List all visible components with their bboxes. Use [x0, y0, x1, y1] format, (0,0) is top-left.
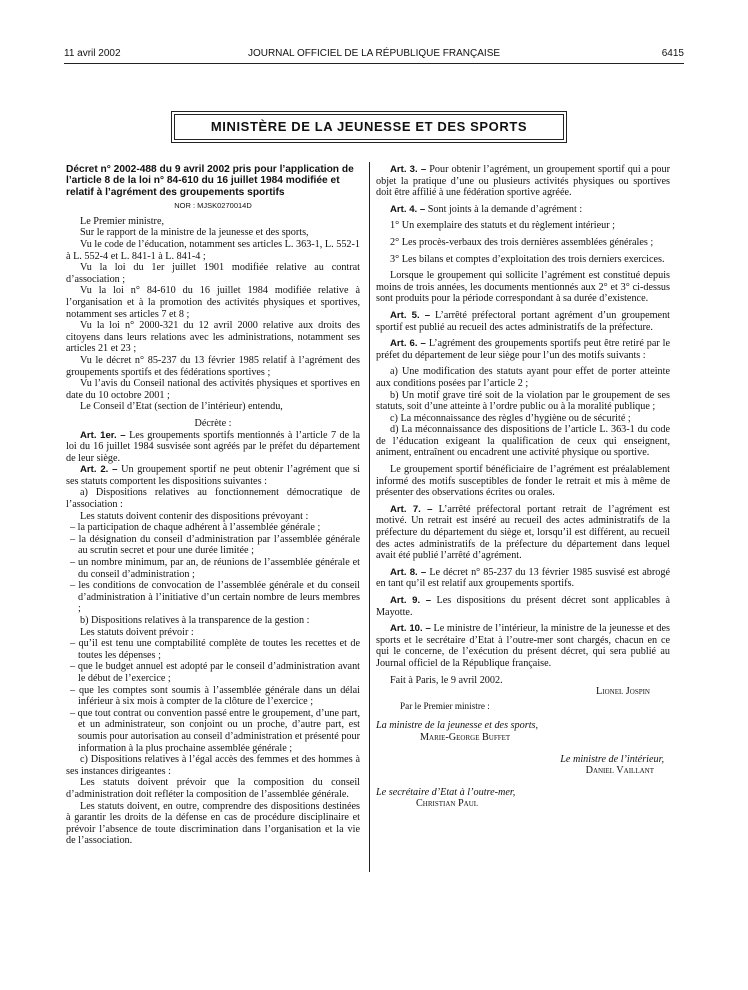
preamble-line: Vu la loi n° 2000-321 du 12 avril 2000 relative aux droits des citoyens dans leurs relations avec les administrations, notamment ses articles 21 et 23 ;: [66, 320, 360, 355]
list-item: – que le budget annuel est adopté par le conseil d’administration avant le début de l’exercice ;: [70, 661, 360, 684]
list-item: – la désignation du conseil d’administration par l’assemblée générale au scrutin secret et pour une durée limitée ;: [70, 533, 360, 557]
signatory-name: Christian Paul: [416, 798, 479, 810]
paragraph: Lorsque le groupement qui sollicite l’agrément est constitué depuis moins de trois années, les documents mentionnés aux 2° et 3° ci-dessus sont produits pour la période correspondant à sa durée d’existence.: [376, 270, 670, 305]
article-text: L’arrêté préfectoral portant retrait de l’agrément est motivé. Un retrait est inséré au recueil des actes administratifs de la préfecture du département du siège et, lorsqu’il est différent, au recueil des actes administratifs de la préfecture du département dans lequel avait été publié l’arrêté d’agrément.: [376, 503, 670, 562]
header-journal-title: JOURNAL OFFICIEL DE LA RÉPUBLIQUE FRANÇAISE: [247, 48, 501, 59]
list-item: 3° Les bilans et comptes d’exploitation des trois derniers exercices.: [390, 253, 665, 265]
preamble-line: Vu le décret n° 85-237 du 13 février 1985 relatif à l’agrément des groupements sportifs et des fédérations sportives ;: [66, 354, 360, 378]
done-at: Fait à Paris, le 9 avril 2002.: [390, 674, 503, 686]
article-text: Pour obtenir l’agrément, un groupement sportif qui a pour objet la pratique d’une ou plusieurs activités physiques ou sportives doit être affilié à une fédération sportive agréée.: [376, 164, 670, 199]
list-item: b) Un motif grave tiré soit de la violation par le groupement de ses statuts, soit d’une atteinte à l’ordre public ou à la moralité publique ;: [376, 389, 670, 413]
article-label: Art. 10. –: [390, 623, 431, 635]
article-text: Un groupement sportif ne peut obtenir l’agrément que si ses statuts comportent les dispositions suivantes :: [66, 464, 360, 487]
nor-reference: NOR : MJSK0270014D: [174, 201, 252, 211]
preamble-line: Le Conseil d’Etat (section de l’intérieur) entendu,: [80, 401, 283, 413]
list-item: – la participation de chaque adhérent à l’assemblée générale ;: [70, 522, 321, 534]
signatory-name: Marie-George Buffet: [420, 731, 511, 743]
article-label: Art. 1er. –: [80, 429, 126, 441]
list-item: – qu’il est tenu une comptabilité complète de toutes les recettes et de toutes les dépenses ;: [70, 638, 360, 661]
article-10: [376, 623, 670, 669]
article-label: Art. 8. –: [390, 566, 427, 578]
article-text: L’arrêté préfectoral portant agrément d’un groupement sportif est publié au recueil des actes administratifs de la préfecture.: [376, 309, 671, 333]
article-text: Le ministre de l’intérieur, la ministre de la jeunesse et des sports et le secrétaire d’Etat à l’outre-mer sont chargés, chacun en ce qui le concerne, de l’exécution du présent décret, qui sera publié au Journal officiel de la République française.: [376, 623, 671, 669]
article-6: [376, 338, 670, 361]
signatory-name: Daniel Vaillant: [585, 765, 654, 777]
article-label: Art. 5. –: [390, 309, 431, 321]
list-item: – que tout contrat ou convention passé entre le groupement, d’une part, et un administrateur, son conjoint ou un proche, d’autre part, est soumis pour autorisation au conseil d’administration et présenté pour information à la plus prochaine assemblée générale ;: [70, 707, 360, 754]
section-c-text: Les statuts doivent prévoir que la composition du conseil d’administration doit refléter la composition de l’assemblée générale.: [66, 777, 360, 800]
preamble-line: Sur le rapport de la ministre de la jeunesse et des sports,: [80, 227, 309, 239]
section-c-title: c) Dispositions relatives à l’égal accès des femmes et des hommes à ses instances dirigeantes :: [66, 754, 360, 777]
article-8: [376, 567, 670, 590]
list-item: – que les comptes sont soumis à l’assemblée générale dans un délai inférieur à six mois à compter de la clôture de l’exercice ;: [70, 684, 360, 708]
article-label: Art. 2. –: [80, 464, 118, 476]
article-5: [376, 310, 670, 333]
preamble-line: Vu le code de l’éducation, notamment ses articles L. 363-1, L. 552-1 à L. 552-4 et L. 841-1 à L. 841-4 ;: [66, 239, 360, 262]
ministry-heading: MINISTÈRE DE LA JEUNESSE ET DES SPORTS: [174, 114, 564, 140]
article-3: [376, 164, 670, 199]
article-label: Art. 3. –: [390, 164, 427, 175]
list-item: – les conditions de convocation de l’assemblée générale et du conseil d’administration à l’initiative d’un certain nombre de leurs membres ;: [70, 580, 360, 615]
left-column: [66, 164, 360, 847]
signatory-role: Le secrétaire d’Etat à l’outre-mer,: [376, 786, 516, 798]
running-header: [64, 48, 684, 62]
article-text: Sont joints à la demande d’agrément :: [427, 203, 583, 215]
preamble-line: Vu la loi du 1er juillet 1901 modifiée relative au contrat d’association ;: [66, 262, 360, 285]
section-b-intro: Les statuts doivent prévoir :: [80, 626, 194, 638]
article-label: Art. 7. –: [390, 503, 433, 515]
article-text: Les dispositions du présent décret sont applicables à Mayotte.: [376, 595, 670, 618]
article-text: Le décret n° 85-237 du 13 février 1985 susvisé est abrogé en tant qu’il est relatif aux groupements sportifs.: [376, 566, 670, 590]
section-c-text: Les statuts doivent, en outre, comprendre des dispositions destinées à garantir les droits de la défense en cas de procédure disciplinaire et prévoir l’absence de toute discrimination dans l’organisation et la vie de l’association.: [66, 800, 360, 847]
article-label: Art. 4. –: [390, 203, 426, 215]
decree-title: Décret n° 2002-488 du 9 avril 2002 pris pour l’application de l’article 8 de la loi n° 84-610 du 16 juillet 1984 modifiée et relatif à l’agrément des groupements sportifs: [66, 164, 354, 198]
paragraph: Le groupement sportif bénéficiaire de l’agrément est préalablement informé des motifs susceptibles de fonder le retrait et mis à même de présenter des observations écrites ou orales.: [376, 464, 670, 499]
list-item: d) La méconnaissance des dispositions de l’article L. 363-1 du code de l’éducation exigeant la qualification de ceux qui enseignent, animent, entraînent ou encadrent une activité physique ou sportive.: [376, 424, 670, 459]
signatory-role: La ministre de la jeunesse et des sports,: [376, 720, 539, 732]
article-label: Art. 6. –: [390, 338, 426, 350]
header-page-number: 6415: [661, 48, 684, 59]
article-4: [376, 204, 670, 216]
section-a-title: a) Dispositions relatives au fonctionnement démocratique de l’association :: [66, 487, 360, 511]
list-item: c) La méconnaissance des règles d’hygiène ou de sécurité ;: [390, 412, 631, 424]
list-item: 2° Les procès-verbaux des trois dernières assemblées générales ;: [390, 236, 654, 248]
decrete-heading: Décrète :: [194, 417, 232, 429]
preamble-line: Vu la loi n° 84-610 du 16 juillet 1984 modifiée relative à l’organisation et à la promotion des activités physiques et sportives, notamment ses articles 7 et 8 ;: [66, 285, 360, 320]
right-column: [376, 164, 670, 810]
preamble-line: Le Premier ministre,: [80, 215, 165, 227]
article-label: Art. 9. –: [390, 595, 432, 606]
article-7: [376, 504, 670, 562]
section-a-intro: Les statuts doivent contenir des dispositions prévoyant :: [80, 510, 309, 522]
prime-minister-name: Lionel Jospin: [596, 686, 650, 698]
column-divider: [369, 162, 370, 872]
article-2: [66, 464, 360, 487]
by-prime-minister: Par le Premier ministre :: [400, 700, 490, 711]
preamble-line: Vu l’avis du Conseil national des activités physiques et sportives en date du 10 octobre 2001 ;: [66, 378, 360, 401]
section-b-title: b) Dispositions relatives à la transparence de la gestion :: [80, 615, 310, 626]
header-rule: [64, 63, 684, 64]
article-9: [376, 595, 670, 618]
article-text: Les groupements sportifs mentionnés à l’article 7 de la loi du 16 juillet 1984 susvisée sont agréés par le préfet du département de leur siège.: [66, 429, 361, 464]
header-date: 11 avril 2002: [64, 48, 121, 59]
list-item: 1° Un exemplaire des statuts et du règlement intérieur ;: [390, 220, 616, 232]
article-1: [66, 430, 360, 465]
list-item: a) Une modification des statuts ayant pour effet de porter atteinte aux conditions posées par l’article 2 ;: [376, 366, 670, 389]
list-item: – un nombre minimum, par an, de réunions de l’assemblée générale et du conseil d’administration ;: [70, 557, 360, 580]
signatory-role: Le ministre de l’intérieur,: [560, 753, 664, 765]
article-text: L’agrément des groupements sportifs peut être retiré par le préfet du département de leur siège pour l’un des motifs suivants :: [376, 338, 670, 361]
